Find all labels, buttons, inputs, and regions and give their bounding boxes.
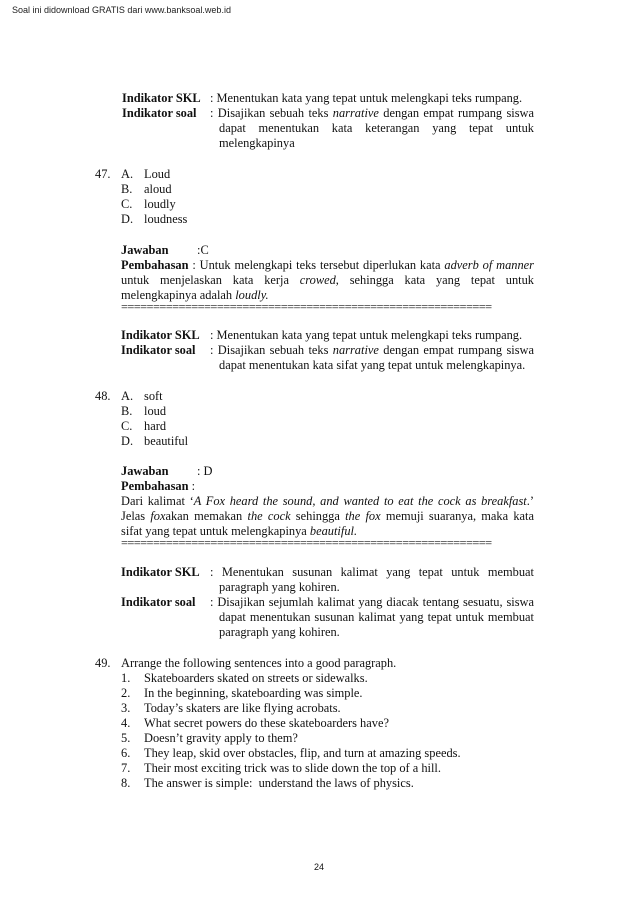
option-text: loudness <box>144 212 188 226</box>
source-header: Soal ini didownload GRATIS dari www.banksoal.web.id <box>12 5 231 15</box>
item-number: 7. <box>121 761 131 775</box>
question-number: 49. <box>95 656 111 670</box>
option-letter: B. <box>121 404 133 418</box>
question-prompt: Arrange the following sentences into a good paragraph. <box>121 656 397 670</box>
pembahasan-line1: Dari kalimat ‘A Fox heard the sound, and wanted to eat the cock as breakfast.’ <box>121 494 534 508</box>
pembahasan-line2: untuk menjelaskan kata kerja crowed, sehingga kata yang tepat untuk <box>121 273 534 287</box>
pembahasan-line1: Pembahasan : Untuk melengkapi teks tersebut diperlukan kata adverb of manner <box>121 258 534 272</box>
option-text: loud <box>144 404 167 418</box>
pembahasan-line3: sifat yang tepat untuk melengkapinya beautiful. <box>121 524 358 538</box>
jawaban-value: : D <box>197 464 213 478</box>
pembahasan-line3: melengkapinya adalah loudly. <box>121 288 269 302</box>
indikator-skl-label: Indikator SKL <box>122 91 201 105</box>
option-text: beautiful <box>144 434 189 448</box>
option-text: Loud <box>144 167 171 181</box>
option-letter: A. <box>121 167 134 181</box>
indikator-skl-text: : Menentukan kata yang tepat untuk melengkapi teks rumpang. <box>210 91 523 105</box>
indikator-soal-line3: paragraph yang kohiren. <box>219 625 340 639</box>
pembahasan-heading: Pembahasan : <box>121 479 196 493</box>
option-letter: D. <box>121 434 134 448</box>
question-number: 47. <box>95 167 111 181</box>
sentence-item: Their most exciting trick was to slide down the top of a hill. <box>144 761 441 775</box>
indikator-soal-label: Indikator soal <box>122 106 197 120</box>
option-text: soft <box>144 389 163 403</box>
item-number: 2. <box>121 686 131 700</box>
indikator-skl-label: Indikator SKL <box>121 328 200 342</box>
separator-line: ========================================================== <box>121 300 492 314</box>
option-letter: C. <box>121 419 133 433</box>
indikator-skl-label: Indikator SKL <box>121 565 200 579</box>
item-number: 3. <box>121 701 131 715</box>
sentence-item: They leap, skid over obstacles, flip, and turn at amazing speeds. <box>144 746 461 760</box>
indikator-soal-line1: : Disajikan sebuah teks narrative dengan empat rumpang siswa <box>210 106 534 120</box>
item-number: 5. <box>121 731 131 745</box>
item-number: 6. <box>121 746 131 760</box>
sentence-item: The answer is simple: understand the laws of physics. <box>144 776 414 790</box>
item-number: 1. <box>121 671 131 685</box>
indikator-soal-label: Indikator soal <box>121 595 196 609</box>
option-letter: A. <box>121 389 134 403</box>
jawaban-label: Jawaban <box>121 464 169 478</box>
indikator-soal-line2: dapat menentukan susunan kalimat yang tepat untuk membuat <box>219 610 534 624</box>
option-text: aloud <box>144 182 172 196</box>
sentence-item: Skateboarders skated on streets or sidewalks. <box>144 671 368 685</box>
sentence-item: In the beginning, skateboarding was simple. <box>144 686 363 700</box>
indikator-soal-line1: : Disajikan sebuah teks narrative dengan empat rumpang siswa <box>210 343 534 357</box>
indikator-soal-line1: : Disajikan sejumlah kalimat yang diacak tentang sesuatu, siswa <box>210 595 534 609</box>
option-letter: C. <box>121 197 133 211</box>
sentence-item: Doesn’t gravity apply to them? <box>144 731 298 745</box>
item-number: 8. <box>121 776 131 790</box>
indikator-soal-label: Indikator soal <box>121 343 196 357</box>
option-letter: D. <box>121 212 134 226</box>
option-letter: B. <box>121 182 133 196</box>
indikator-soal-line2: dapat menentukan kata keterangan yang tepat untuk <box>219 121 534 135</box>
page-number: 24 <box>313 862 324 872</box>
indikator-skl-line1: : Menentukan susunan kalimat yang tepat untuk membuat <box>210 565 534 579</box>
sentence-item: Today’s skaters are like flying acrobats. <box>144 701 341 715</box>
pembahasan-line2: Jelas foxakan memakan the cock sehingga the fox memuji suaranya, maka kata <box>121 509 534 523</box>
jawaban-value: :C <box>197 243 209 257</box>
separator-line: ========================================================== <box>121 536 492 550</box>
option-text: hard <box>144 419 167 433</box>
sentence-item: What secret powers do these skateboarders have? <box>144 716 389 730</box>
option-text: loudly <box>144 197 176 211</box>
item-number: 4. <box>121 716 131 730</box>
jawaban-label: Jawaban <box>121 243 169 257</box>
indikator-skl-line2: paragraph yang kohiren. <box>219 580 340 594</box>
indikator-skl-text: : Menentukan kata yang tepat untuk melengkapi teks rumpang. <box>210 328 523 342</box>
indikator-soal-line2: dapat menentukan kata sifat yang tepat untuk melengkapinya. <box>219 358 526 372</box>
question-number: 48. <box>95 389 111 403</box>
indikator-soal-line3: melengkapinya <box>219 136 295 150</box>
